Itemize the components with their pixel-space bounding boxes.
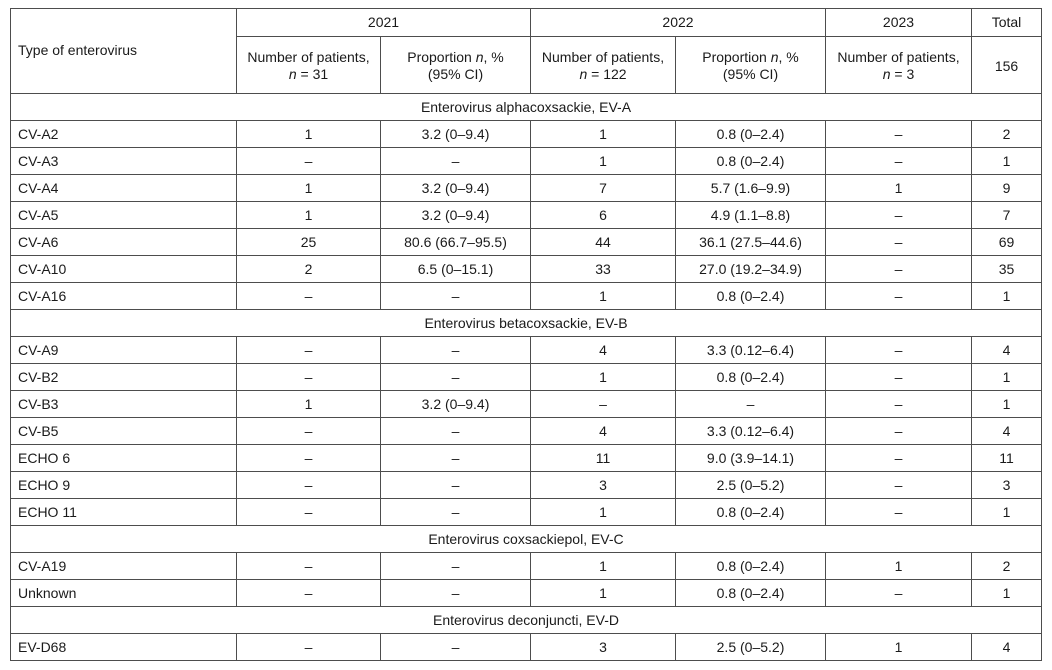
patients-2022-cell: – — [531, 391, 676, 418]
patients-2022-cell: 1 — [531, 121, 676, 148]
virus-type-cell: CV-A16 — [11, 283, 237, 310]
virus-type-cell: CV-B5 — [11, 418, 237, 445]
patients-2023-cell: – — [826, 148, 972, 175]
table-row — [11, 445, 1042, 472]
patients-2021-cell: – — [237, 283, 381, 310]
proportion-2022-cell: 0.8 (0–2.4) — [676, 499, 826, 526]
patients-2021-cell: – — [237, 337, 381, 364]
patients-2023-cell: 1 — [826, 175, 972, 202]
proportion-2021-cell: 6.5 (0–15.1) — [381, 256, 531, 283]
total-cell: 11 — [972, 445, 1042, 472]
total-cell: 4 — [972, 634, 1042, 661]
proportion-2021-cell: – — [381, 553, 531, 580]
total-cell: 1 — [972, 580, 1042, 607]
table-row — [11, 364, 1042, 391]
num-patients-2022-header: Number of patients, n = 122 — [531, 37, 676, 94]
patients-2022-cell: 4 — [531, 337, 676, 364]
proportion-2022-cell: 2.5 (0–5.2) — [676, 634, 826, 661]
enterovirus-table — [10, 8, 1042, 661]
proportion-2021-cell: 3.2 (0–9.4) — [381, 391, 531, 418]
num-patients-2021-header: Number of patients, n = 31 — [237, 37, 381, 94]
patients-2021-cell: – — [237, 553, 381, 580]
proportion-2021-cell: 3.2 (0–9.4) — [381, 202, 531, 229]
proportion-2022-cell: 0.8 (0–2.4) — [676, 283, 826, 310]
patients-2023-cell: – — [826, 364, 972, 391]
patients-2021-cell: 1 — [237, 175, 381, 202]
proportion-2022-cell: 27.0 (19.2–34.9) — [676, 256, 826, 283]
patients-2021-cell: 1 — [237, 121, 381, 148]
total-cell: 9 — [972, 175, 1042, 202]
proportion-2021-cell: – — [381, 634, 531, 661]
table-row — [11, 229, 1042, 256]
proportion-2022-header: Proportion n, % (95% CI) — [676, 37, 826, 94]
proportion-2021-cell: – — [381, 580, 531, 607]
virus-type-cell: EV-D68 — [11, 634, 237, 661]
group-title: Enterovirus betacoxsackie, EV-B — [11, 310, 1042, 337]
patients-2021-cell: – — [237, 148, 381, 175]
patients-2022-cell: 33 — [531, 256, 676, 283]
virus-type-cell: CV-B3 — [11, 391, 237, 418]
patients-2021-cell: 1 — [237, 202, 381, 229]
virus-type-cell: CV-A9 — [11, 337, 237, 364]
total-cell: 1 — [972, 364, 1042, 391]
patients-2023-cell: 1 — [826, 553, 972, 580]
patients-2021-cell: 25 — [237, 229, 381, 256]
proportion-2021-cell: – — [381, 337, 531, 364]
table-row — [11, 283, 1042, 310]
patients-2022-cell: 1 — [531, 553, 676, 580]
table-row — [11, 418, 1042, 445]
patients-2022-cell: 1 — [531, 283, 676, 310]
patients-2023-cell: – — [826, 391, 972, 418]
proportion-2021-cell: 80.6 (66.7–95.5) — [381, 229, 531, 256]
virus-type-cell: CV-A19 — [11, 553, 237, 580]
group-title: Enterovirus alphacoxsackie, EV-A — [11, 94, 1042, 121]
patients-2023-cell: – — [826, 229, 972, 256]
group-row — [11, 310, 1042, 337]
proportion-2022-cell: 5.7 (1.6–9.9) — [676, 175, 826, 202]
table-row — [11, 634, 1042, 661]
total-cell: 1 — [972, 283, 1042, 310]
total-cell: 7 — [972, 202, 1042, 229]
total-cell: 1 — [972, 391, 1042, 418]
proportion-2022-cell: 0.8 (0–2.4) — [676, 148, 826, 175]
patients-2022-cell: 11 — [531, 445, 676, 472]
table-row — [11, 337, 1042, 364]
virus-type-cell: ECHO 6 — [11, 445, 237, 472]
patients-2021-cell: – — [237, 580, 381, 607]
proportion-2022-cell: 0.8 (0–2.4) — [676, 121, 826, 148]
group-row — [11, 94, 1042, 121]
total-cell: 2 — [972, 121, 1042, 148]
patients-2023-cell: – — [826, 499, 972, 526]
num-patients-2023-header: Number of patients, n = 3 — [826, 37, 972, 94]
group-title: Enterovirus deconjuncti, EV-D — [11, 607, 1042, 634]
proportion-2022-cell: 4.9 (1.1–8.8) — [676, 202, 826, 229]
patients-2023-cell: – — [826, 337, 972, 364]
table-row — [11, 121, 1042, 148]
virus-type-cell: ECHO 9 — [11, 472, 237, 499]
year-header-2022: 2022 — [531, 9, 826, 37]
proportion-2021-header: Proportion n, % (95% CI) — [381, 37, 531, 94]
proportion-2022-cell: 0.8 (0–2.4) — [676, 553, 826, 580]
total-cell: 35 — [972, 256, 1042, 283]
table-row — [11, 175, 1042, 202]
proportion-2022-cell: 36.1 (27.5–44.6) — [676, 229, 826, 256]
year-header-2021: 2021 — [237, 9, 531, 37]
table-row — [11, 580, 1042, 607]
virus-type-cell: CV-B2 — [11, 364, 237, 391]
proportion-2022-cell: – — [676, 391, 826, 418]
total-value: 156 — [972, 37, 1042, 94]
proportion-2021-cell: 3.2 (0–9.4) — [381, 121, 531, 148]
table-row — [11, 472, 1042, 499]
proportion-2021-cell: – — [381, 418, 531, 445]
patients-2021-cell: – — [237, 472, 381, 499]
total-cell: 1 — [972, 499, 1042, 526]
patients-2023-cell: – — [826, 472, 972, 499]
proportion-2022-cell: 2.5 (0–5.2) — [676, 472, 826, 499]
total-cell: 4 — [972, 337, 1042, 364]
group-row — [11, 526, 1042, 553]
patients-2022-cell: 3 — [531, 472, 676, 499]
table-row — [11, 202, 1042, 229]
patients-2022-cell: 1 — [531, 580, 676, 607]
patients-2022-cell: 4 — [531, 418, 676, 445]
total-header: Total — [972, 9, 1042, 37]
proportion-2021-cell: – — [381, 472, 531, 499]
virus-type-cell: Unknown — [11, 580, 237, 607]
virus-type-cell: CV-A2 — [11, 121, 237, 148]
proportion-2022-cell: 3.3 (0.12–6.4) — [676, 418, 826, 445]
table-row — [11, 148, 1042, 175]
patients-2023-cell: – — [826, 283, 972, 310]
patients-2023-cell: – — [826, 256, 972, 283]
total-cell: 2 — [972, 553, 1042, 580]
proportion-2022-cell: 0.8 (0–2.4) — [676, 364, 826, 391]
patients-2022-cell: 3 — [531, 634, 676, 661]
patients-2022-cell: 1 — [531, 364, 676, 391]
proportion-2021-cell: – — [381, 148, 531, 175]
virus-type-cell: ECHO 11 — [11, 499, 237, 526]
patients-2021-cell: 1 — [237, 391, 381, 418]
patients-2022-cell: 1 — [531, 148, 676, 175]
patients-2022-cell: 44 — [531, 229, 676, 256]
patients-2021-cell: – — [237, 364, 381, 391]
virus-type-cell: CV-A5 — [11, 202, 237, 229]
table-row — [11, 499, 1042, 526]
patients-2023-cell: – — [826, 121, 972, 148]
proportion-2021-cell: – — [381, 499, 531, 526]
group-title: Enterovirus coxsackiepol, EV-C — [11, 526, 1042, 553]
table-row — [11, 256, 1042, 283]
type-header-label: Type of enterovirus — [18, 42, 138, 58]
total-cell: 4 — [972, 418, 1042, 445]
patients-2023-cell: – — [826, 202, 972, 229]
patients-2021-cell: – — [237, 445, 381, 472]
proportion-2021-cell: – — [381, 364, 531, 391]
proportion-2022-cell: 9.0 (3.9–14.1) — [676, 445, 826, 472]
total-cell: 69 — [972, 229, 1042, 256]
patients-2023-cell: – — [826, 418, 972, 445]
patients-2022-cell: 6 — [531, 202, 676, 229]
proportion-2021-cell: – — [381, 445, 531, 472]
patients-2021-cell: – — [237, 418, 381, 445]
proportion-2022-cell: 0.8 (0–2.4) — [676, 580, 826, 607]
virus-type-cell: CV-A3 — [11, 148, 237, 175]
total-cell: 3 — [972, 472, 1042, 499]
header-row-years — [11, 9, 1042, 37]
total-cell: 1 — [972, 148, 1042, 175]
type-header — [11, 9, 237, 94]
table-row — [11, 553, 1042, 580]
patients-2021-cell: 2 — [237, 256, 381, 283]
patients-2023-cell: – — [826, 445, 972, 472]
patients-2023-cell: – — [826, 580, 972, 607]
virus-type-cell: CV-A10 — [11, 256, 237, 283]
year-header-2023: 2023 — [826, 9, 972, 37]
virus-type-cell: CV-A6 — [11, 229, 237, 256]
virus-type-cell: CV-A4 — [11, 175, 237, 202]
patients-2021-cell: – — [237, 499, 381, 526]
patients-2021-cell: – — [237, 634, 381, 661]
proportion-2021-cell: 3.2 (0–9.4) — [381, 175, 531, 202]
table-row — [11, 391, 1042, 418]
proportion-2021-cell: – — [381, 283, 531, 310]
patients-2022-cell: 1 — [531, 499, 676, 526]
patients-2022-cell: 7 — [531, 175, 676, 202]
group-row — [11, 607, 1042, 634]
patients-2023-cell: 1 — [826, 634, 972, 661]
proportion-2022-cell: 3.3 (0.12–6.4) — [676, 337, 826, 364]
